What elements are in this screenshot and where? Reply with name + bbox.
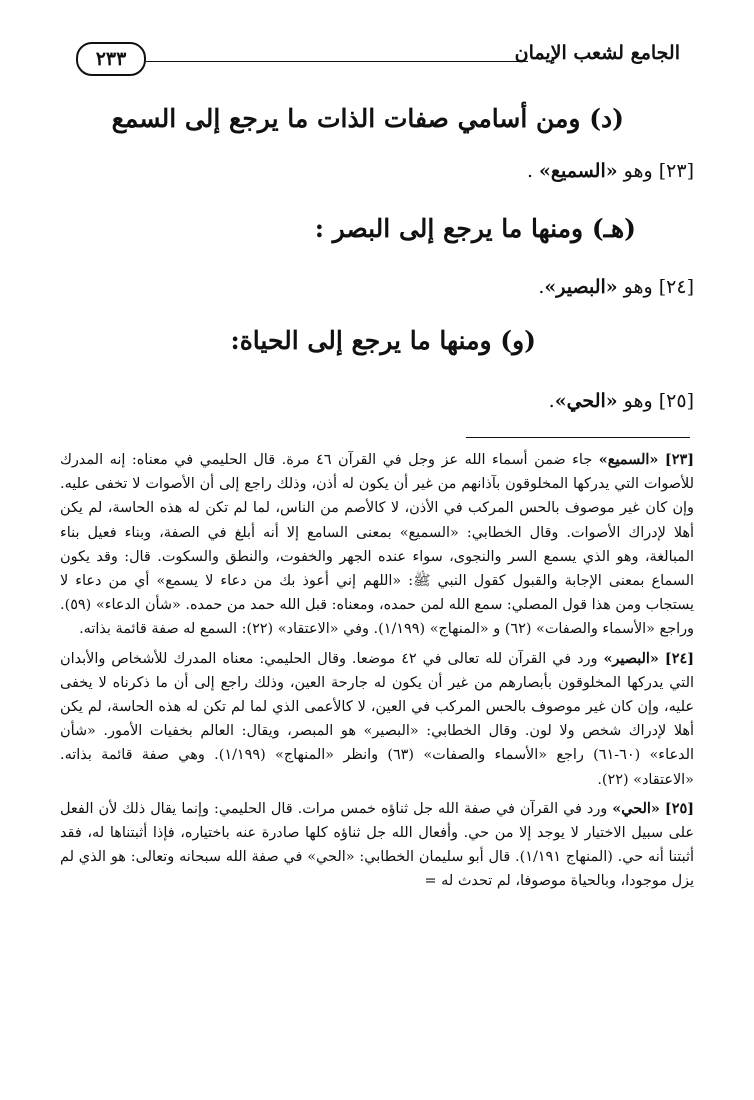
entry-25	[549, 390, 694, 412]
footnote-text: جاء ضمن أسماء الله عز وجل في القرآن ٤٦ مرة. قال الحليمي في معناه: إنه المدرك للأصوات التي يدركها المخلوقون بآذانهم من غير أن يكون له أذن، وذلك راجع إلى أن الأصوات لا تخفى عليه. وإن كان غير موصوف بالحس المركب في الأذن، لا كالأصم من الناس، لما لم تكن له هذه الحاسة، لم يكن أهلا لإدراك الأصوات. وقال الخطابي: «السميع» بمعنى السامع إلا أنه أبلغ في الصفة، وبناء فعيل بناء المبالغة، وهو الذي يسمع السر والنجوى، سواء عنده الجهر والخفوت، والنطق والسكوت. قال: وقد يكون السماع بمعنى الإجابة والقبول كقول النبي ﷺ: «اللهم إني أعوذ بك من دعاء لا يسمع» أي من دعاء لا يستجاب ومن هذا قول المصلي: سمع الله لمن حمده، ومعناه: قبل الله حمد من حمده. «شأن الدعاء» (٥٩). وراجع «الأسماء والصفات» (٦٢) و «المنهاج» (١/١٩٩). وفي «الاعتقاد» (٢٢): السمع له صفة قائمة بذاته.	[60, 452, 694, 638]
entry-suffix: .	[548, 390, 555, 412]
footnote-24	[60, 647, 694, 792]
footnote-name: «السميع»	[598, 451, 659, 468]
footnote-mark: [٢٣]	[664, 451, 694, 468]
entry-number: [٢٣]	[658, 160, 694, 182]
footnote-name: «البصير»	[603, 649, 659, 667]
entry-prefix: وهو	[617, 276, 659, 298]
footnote-text: ورد في القرآن لله تعالى في ٤٢ موضعا. وقال الحليمي: معناه المدرك للأشخاص والأبدان التي يدركها المخلوقون بأبصارهم من غير أن يكون له جارحة العين، وذلك راجع إلى أن ما ذكرناه لا يخفى عليه، وإن كان غير موصوف بالحس المركب في العين، لا كالأعمى الذي لما لم تكن له هذه الحاسة، لم يكن أهلا لإدراك شخص ولا لون. وقال الخطابي: «البصير» هو المبصر، ويقال: العالم بخفيات الأمور. «شأن الدعاء» (٦٠-٦١) راجع «الأسماء والصفات» (٦٣) وانظر «المنهاج» (١/١٩٩). وهي صفة قائمة بذاته. «الاعتقاد» (٢٢).	[60, 650, 694, 788]
footnote-separator	[466, 437, 690, 438]
footnote-25	[60, 797, 694, 894]
header-rule	[146, 61, 528, 62]
entry-name: «البصير»	[544, 276, 618, 298]
footnote-mark: [٢٤]	[664, 649, 695, 667]
running-header	[74, 40, 680, 80]
entry-suffix: .	[538, 276, 545, 298]
entry-24	[538, 276, 694, 298]
section-heading-sight: (هـ) ومنها ما يرجع إلى البصر :	[314, 214, 636, 243]
running-title: الجامع لشعب الإيمان	[514, 42, 680, 64]
footnote-text: ورد في القرآن في صفة الله جل ثناؤه خمس مرات. قال الحليمي: وإنما يقال ذلك لأن الفعل على سبيل الاختيار لا يوجد إلا من حي. وأفعال الله جل ثناؤه كلها صادرة عنه باختياره، فإذا أثبتناها له، فقد أثبتنا أنه حي. (المنهاج ١/١٩١). قال أبو سليمان الخطابي: «الحي» في صفة الله سبحانه وتعالى: هو الذي لم يزل موجودا، وبالحياة موصوفا، لم تحدث له =	[60, 800, 694, 890]
entry-number: [٢٤]	[658, 276, 694, 298]
section-heading-life: (و) ومنها ما يرجع إلى الحياة:	[230, 326, 536, 355]
entry-prefix: وهو	[617, 160, 659, 182]
entry-23	[527, 160, 694, 182]
entry-prefix: وهو	[617, 390, 659, 412]
entry-name: «الحي»	[554, 390, 618, 412]
entry-number: [٢٥]	[658, 390, 694, 412]
footnote-name: «الحي»	[612, 799, 660, 817]
page-number: ٢٣٣	[76, 42, 146, 76]
footnote-mark: [٢٥]	[664, 799, 694, 817]
footnotes	[60, 448, 694, 899]
entry-suffix: .	[526, 160, 540, 182]
section-heading-hearing: (د) ومن أسامي صفات الذات ما يرجع إلى السمع	[111, 104, 624, 133]
entry-name: «السميع»	[539, 160, 618, 182]
footnote-23	[60, 448, 694, 642]
